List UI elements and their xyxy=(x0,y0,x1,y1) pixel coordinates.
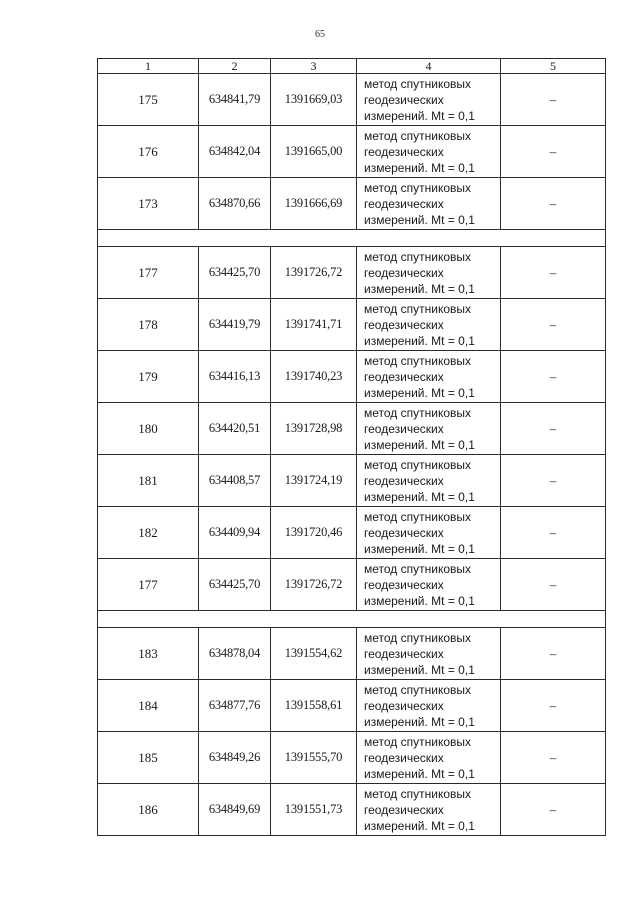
method-cell xyxy=(357,178,501,230)
method-line: метод спутниковых xyxy=(364,301,472,316)
note-cell: – xyxy=(501,247,606,299)
method-line: метод спутниковых xyxy=(364,457,472,472)
method-line: геодезических xyxy=(364,802,444,817)
block-separator-row xyxy=(98,611,606,628)
separator-cell xyxy=(98,230,606,247)
x-coordinate-cell: 634842,04 xyxy=(199,126,271,178)
method-line: измерений. Mt = 0,1 xyxy=(364,281,475,296)
method-line: измерений. Mt = 0,1 xyxy=(364,333,475,348)
method-cell xyxy=(357,680,501,732)
header-col-2: 2 xyxy=(199,59,271,74)
y-coordinate-cell: 1391740,23 xyxy=(271,351,357,403)
table-row xyxy=(98,126,606,178)
table-row xyxy=(98,628,606,680)
table-row xyxy=(98,732,606,784)
method-cell xyxy=(357,126,501,178)
method-cell xyxy=(357,784,501,836)
method-cell xyxy=(357,403,501,455)
method-line: метод спутниковых xyxy=(364,128,472,143)
note-cell: – xyxy=(501,559,606,611)
method-cell xyxy=(357,507,501,559)
method-line: измерений. Mt = 0,1 xyxy=(364,108,475,123)
header-col-5: 5 xyxy=(501,59,606,74)
point-number-cell: 178 xyxy=(98,299,199,351)
method-cell xyxy=(357,351,501,403)
method-line: метод спутниковых xyxy=(364,561,472,576)
y-coordinate-cell: 1391726,72 xyxy=(271,559,357,611)
x-coordinate-cell: 634420,51 xyxy=(199,403,271,455)
point-number-cell: 182 xyxy=(98,507,199,559)
table-row xyxy=(98,784,606,836)
x-coordinate-cell: 634425,70 xyxy=(199,247,271,299)
table-row xyxy=(98,351,606,403)
header-col-4: 4 xyxy=(357,59,501,74)
point-number-cell: 181 xyxy=(98,455,199,507)
y-coordinate-cell: 1391726,72 xyxy=(271,247,357,299)
note-cell: – xyxy=(501,455,606,507)
x-coordinate-cell: 634416,13 xyxy=(199,351,271,403)
method-line: геодезических xyxy=(364,92,444,107)
x-coordinate-cell: 634419,79 xyxy=(199,299,271,351)
point-number-cell: 176 xyxy=(98,126,199,178)
method-line: метод спутниковых xyxy=(364,630,472,645)
y-coordinate-cell: 1391554,62 xyxy=(271,628,357,680)
header-col-3: 3 xyxy=(271,59,357,74)
block-separator-row xyxy=(98,230,606,247)
page-number: 65 xyxy=(315,29,325,40)
method-line: измерений. Mt = 0,1 xyxy=(364,541,475,556)
method-line: метод спутниковых xyxy=(364,509,472,524)
x-coordinate-cell: 634425,70 xyxy=(199,559,271,611)
table-row xyxy=(98,247,606,299)
separator-cell xyxy=(98,611,606,628)
method-line: геодезических xyxy=(364,473,444,488)
x-coordinate-cell: 634409,94 xyxy=(199,507,271,559)
method-line: метод спутниковых xyxy=(364,405,472,420)
method-line: геодезических xyxy=(364,698,444,713)
method-line: геодезических xyxy=(364,144,444,159)
method-line: геодезических xyxy=(364,421,444,436)
x-coordinate-cell: 634849,69 xyxy=(199,784,271,836)
note-cell: – xyxy=(501,784,606,836)
method-line: метод спутниковых xyxy=(364,249,472,264)
method-line: метод спутниковых xyxy=(364,76,472,91)
y-coordinate-cell: 1391558,61 xyxy=(271,680,357,732)
y-coordinate-cell: 1391720,46 xyxy=(271,507,357,559)
note-cell: – xyxy=(501,126,606,178)
table-row xyxy=(98,680,606,732)
table-row xyxy=(98,74,606,126)
point-number-cell: 185 xyxy=(98,732,199,784)
point-number-cell: 186 xyxy=(98,784,199,836)
method-cell xyxy=(357,299,501,351)
method-line: метод спутниковых xyxy=(364,180,472,195)
coordinates-table xyxy=(97,58,606,836)
method-cell xyxy=(357,628,501,680)
y-coordinate-cell: 1391741,71 xyxy=(271,299,357,351)
note-cell: – xyxy=(501,507,606,559)
table-row xyxy=(98,455,606,507)
method-line: измерений. Mt = 0,1 xyxy=(364,593,475,608)
point-number-cell: 173 xyxy=(98,178,199,230)
x-coordinate-cell: 634877,76 xyxy=(199,680,271,732)
method-line: геодезических xyxy=(364,750,444,765)
table-row xyxy=(98,403,606,455)
method-cell xyxy=(357,247,501,299)
y-coordinate-cell: 1391724,19 xyxy=(271,455,357,507)
method-cell xyxy=(357,455,501,507)
point-number-cell: 184 xyxy=(98,680,199,732)
table-row xyxy=(98,559,606,611)
method-line: метод спутниковых xyxy=(364,734,472,749)
method-line: измерений. Mt = 0,1 xyxy=(364,662,475,677)
method-line: измерений. Mt = 0,1 xyxy=(364,766,475,781)
note-cell: – xyxy=(501,178,606,230)
x-coordinate-cell: 634870,66 xyxy=(199,178,271,230)
note-cell: – xyxy=(501,299,606,351)
method-line: геодезических xyxy=(364,317,444,332)
note-cell: – xyxy=(501,628,606,680)
y-coordinate-cell: 1391555,70 xyxy=(271,732,357,784)
point-number-cell: 179 xyxy=(98,351,199,403)
x-coordinate-cell: 634408,57 xyxy=(199,455,271,507)
method-cell xyxy=(357,732,501,784)
point-number-cell: 177 xyxy=(98,559,199,611)
table-row xyxy=(98,299,606,351)
method-line: геодезических xyxy=(364,577,444,592)
method-line: геодезических xyxy=(364,196,444,211)
y-coordinate-cell: 1391551,73 xyxy=(271,784,357,836)
note-cell: – xyxy=(501,403,606,455)
table-row xyxy=(98,507,606,559)
method-line: геодезических xyxy=(364,646,444,661)
header-row xyxy=(98,59,606,74)
method-line: измерений. Mt = 0,1 xyxy=(364,818,475,833)
method-cell xyxy=(357,74,501,126)
method-line: измерений. Mt = 0,1 xyxy=(364,714,475,729)
x-coordinate-cell: 634878,04 xyxy=(199,628,271,680)
method-line: измерений. Mt = 0,1 xyxy=(364,489,475,504)
method-line: метод спутниковых xyxy=(364,353,472,368)
point-number-cell: 183 xyxy=(98,628,199,680)
method-line: измерений. Mt = 0,1 xyxy=(364,160,475,175)
method-line: измерений. Mt = 0,1 xyxy=(364,385,475,400)
table-row xyxy=(98,178,606,230)
header-col-1: 1 xyxy=(98,59,199,74)
method-cell xyxy=(357,559,501,611)
method-line: геодезических xyxy=(364,525,444,540)
y-coordinate-cell: 1391665,00 xyxy=(271,126,357,178)
point-number-cell: 175 xyxy=(98,74,199,126)
note-cell: – xyxy=(501,732,606,784)
x-coordinate-cell: 634841,79 xyxy=(199,74,271,126)
point-number-cell: 180 xyxy=(98,403,199,455)
y-coordinate-cell: 1391666,69 xyxy=(271,178,357,230)
point-number-cell: 177 xyxy=(98,247,199,299)
note-cell: – xyxy=(501,351,606,403)
table-body xyxy=(98,74,606,836)
y-coordinate-cell: 1391669,03 xyxy=(271,74,357,126)
method-line: измерений. Mt = 0,1 xyxy=(364,212,475,227)
y-coordinate-cell: 1391728,98 xyxy=(271,403,357,455)
method-line: геодезических xyxy=(364,265,444,280)
method-line: метод спутниковых xyxy=(364,786,472,801)
method-line: метод спутниковых xyxy=(364,682,472,697)
method-line: измерений. Mt = 0,1 xyxy=(364,437,475,452)
x-coordinate-cell: 634849,26 xyxy=(199,732,271,784)
note-cell: – xyxy=(501,680,606,732)
method-line: геодезических xyxy=(364,369,444,384)
note-cell: – xyxy=(501,74,606,126)
